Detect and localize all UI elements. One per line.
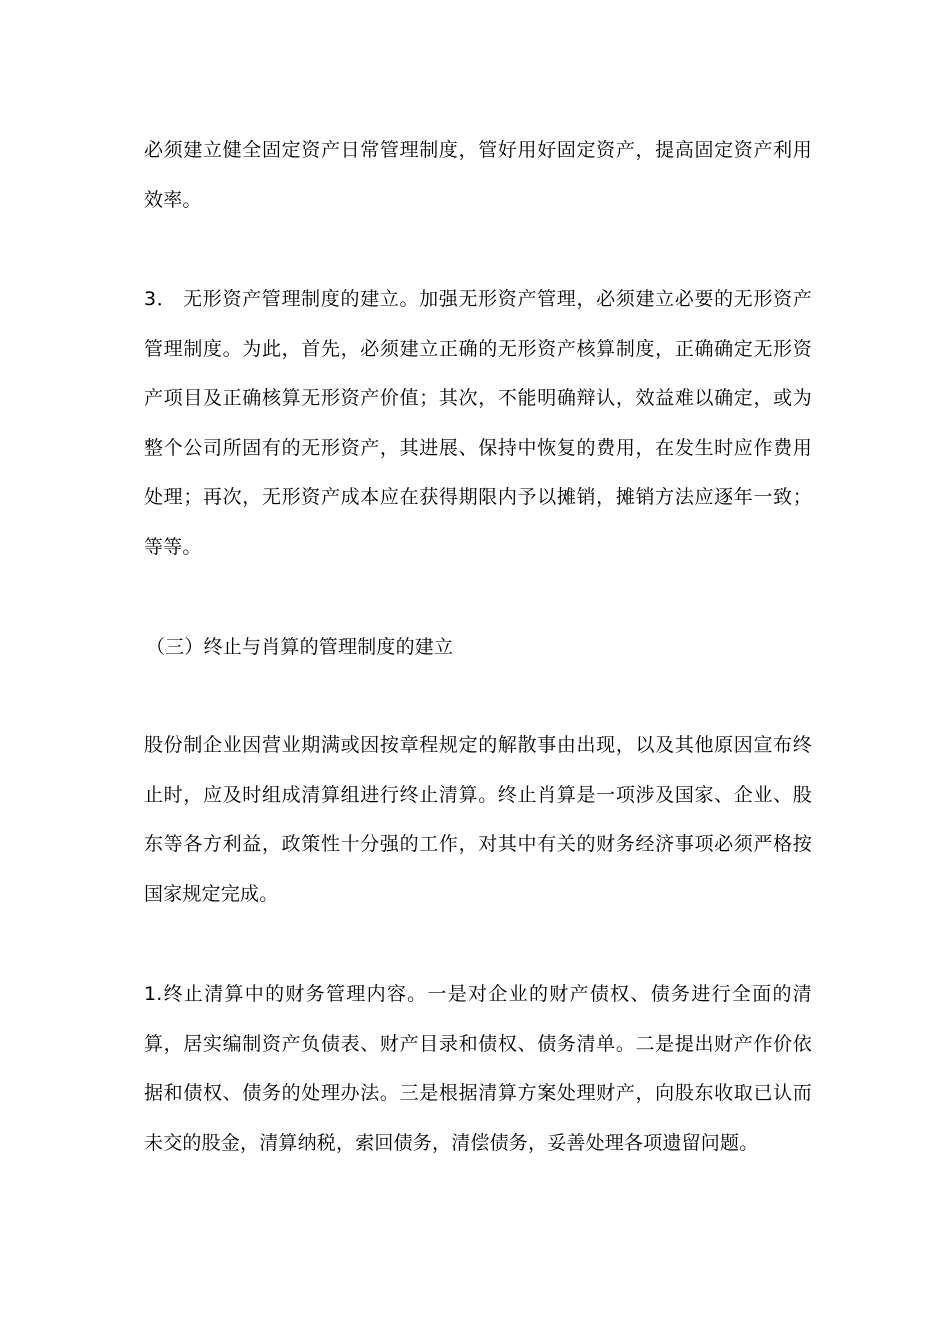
paragraph-intangible-asset-system: 3． 无形资产管理制度的建立。加强无形资产管理，必须建立必要的无形资产管理制度。为此，首先，必须建立正确的无形资产核算制度，正确确定无形资产项目及正确核算无形资产价值；其次，不能明确辩认，效益难以确定，或为整个公司所固有的无形资产，其进展、保持中恢复的费用，在发生时应作费用处理；再次，无形资产成本应在获得期限内予以摊销，摊销方法应逐年一致；等等。 <box>144 288 812 558</box>
paragraph-termination-overview: 股份制企业因营业期满或因按章程规定的解散事由出现，以及其他原因宣布终止时，应及时组成清算组进行终止清算。终止肖算是一项涉及国家、企业、股东等各方利益，政策性十分强的工作，对其中有关的财务经济事项必须严格按国家规定完成。 <box>144 734 812 905</box>
paragraph-liquidation-financial-content: 1.终止清算中的财务管理内容。一是对企业的财产债权、债务进行全面的清算，居实编制资产负债表、财产目录和债权、债务清单。二是提出财产作价依据和债权、债务的处理办法。三是根据清算方案处理财产，向股东收取已认而未交的股金，清算纳税，索回债务，清偿债务，妥善处理各项遗留问题。 <box>144 983 812 1154</box>
section-heading-termination-liquidation: （三）终止与肖算的管理制度的建立 <box>146 636 454 658</box>
paragraph-fixed-asset-management: 必须建立健全固定资产日常管理制度，管好用好固定资产，提高固定资产利用效率。 <box>144 139 812 211</box>
